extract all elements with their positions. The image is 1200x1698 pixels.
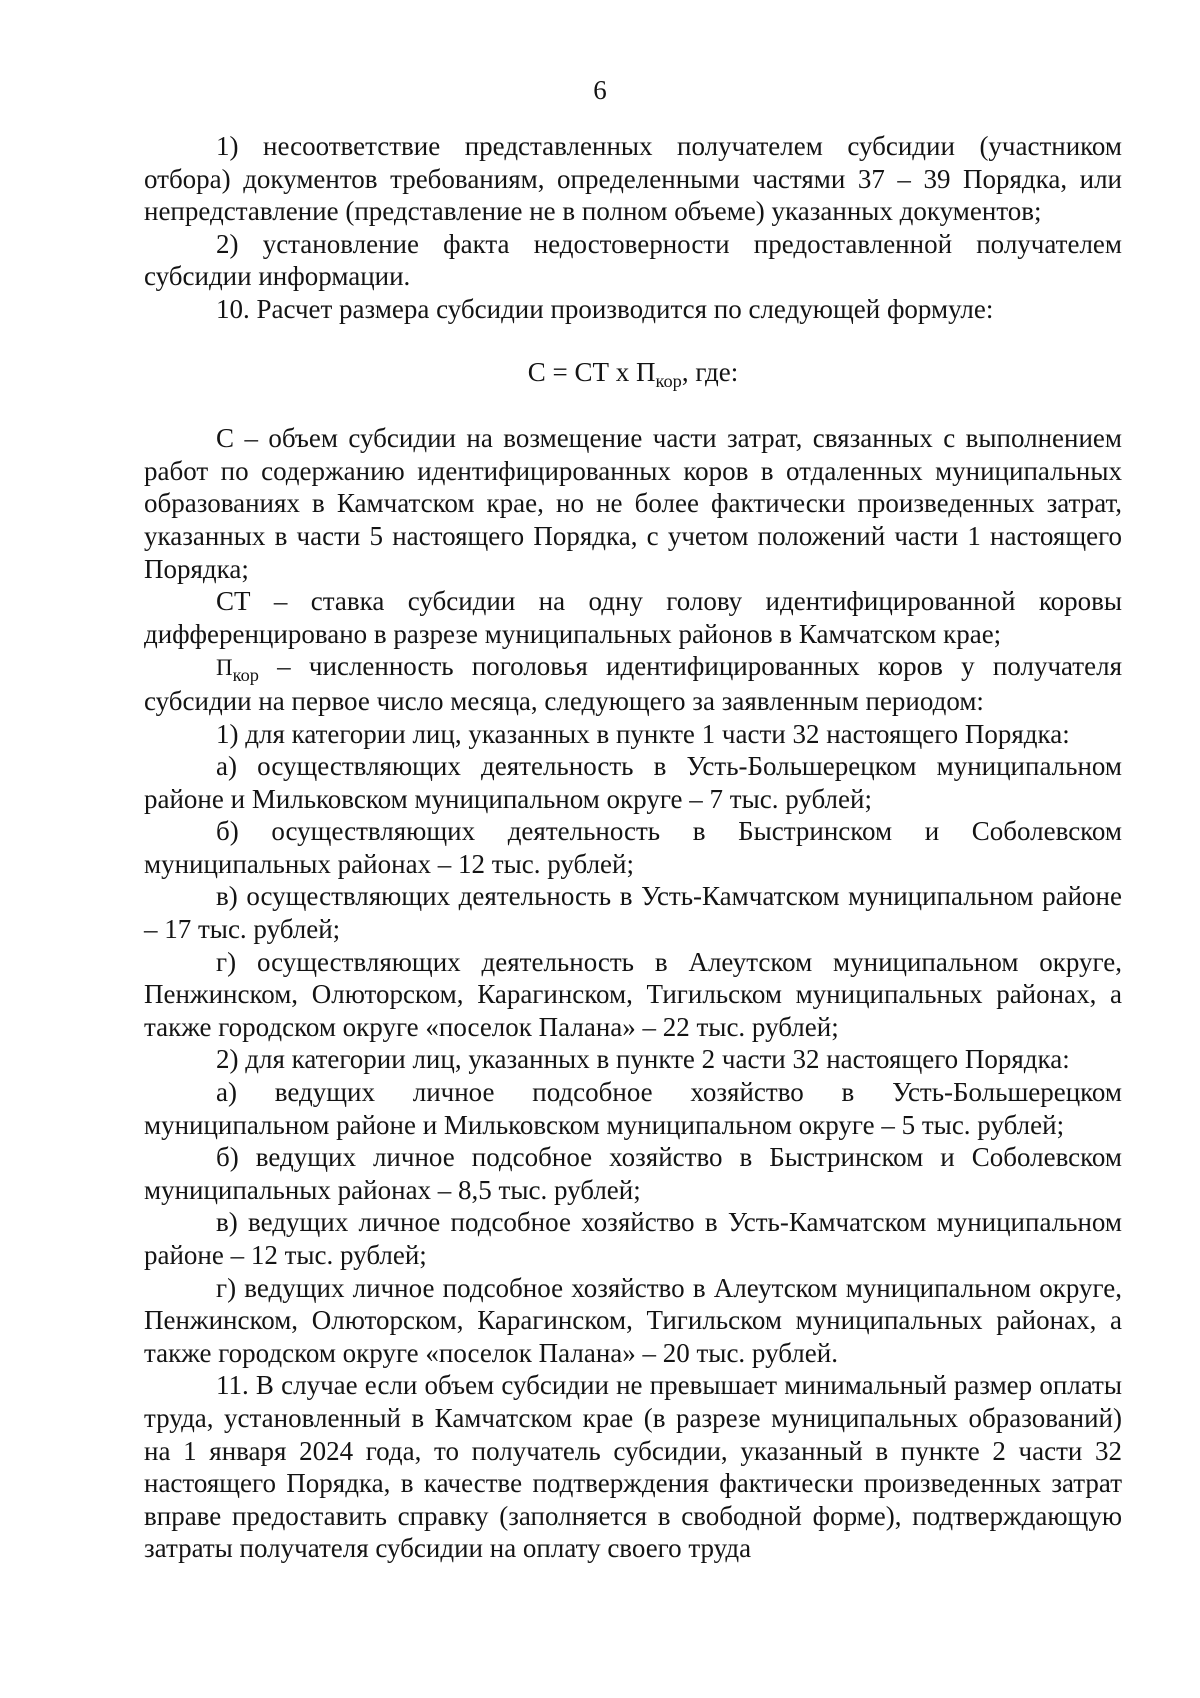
category-1-item-g: г) осуществляющих деятельность в Алеутском муниципальном округе, Пенжинском, Олюторском, Карагинском, Тигильском муниципальных районах, а также городском округе «поселок Палана» – 22 тыс. рублей; bbox=[144, 946, 1122, 1042]
paragraph-item-1: 1) несоответствие представленных получателем субсидии (участником отбора) документов требованиям, определенными частями 37 – 39 Порядка, или непредставление (представление не в полном объеме) указанных документов; bbox=[144, 131, 1122, 227]
category-1-item-a: а) осуществляющих деятельность в Усть-Большерецком муниципальном районе и Мильковском муниципальном округе – 7 тыс. рублей; bbox=[144, 751, 1122, 814]
category-1-item-v: в) осуществляющих деятельность в Усть-Камчатском муниципальном районе – 17 тыс. рублей; bbox=[144, 881, 1122, 945]
formula-main: С = СТ х П bbox=[527, 356, 656, 387]
definition-st: СТ – ставка субсидии на одну голову идентифицированной коровы дифференцировано в разрезе муниципальных районов в Камчатском крае; bbox=[144, 586, 1122, 649]
document-body bbox=[144, 130, 1122, 1565]
category-2-item-v: в) ведущих личное подсобное хозяйство в Усть-Камчатском муниципальном районе – 12 тыс. рублей; bbox=[144, 1207, 1122, 1270]
paragraph-section-11: 11. В случае если объем субсидии не превышает минимальный размер оплаты труда, установленный в Камчатском крае (в разрезе муниципальных образований) на 1 января 2024 года, то получатель субсидии, указанный в пункте 2 части 32 настоящего Порядка, в качестве подтверждения фактически произведенных затрат вправе предоставить справку (заполняется в свободной форме), подтверждающую затраты получателя субсидии на оплату своего труда bbox=[144, 1370, 1122, 1564]
page-number: 6 bbox=[593, 75, 607, 105]
formula-tail: , где: bbox=[681, 356, 739, 387]
definition-p-text: – численность поголовья идентифицированных коров у получателя субсидии на первое число месяца, следующего за заявленным периодом: bbox=[144, 651, 1122, 716]
definition-c: С – объем субсидии на возмещение части затрат, связанных с выполнением работ по содержанию идентифицированных коров в отдаленных муниципальных образованиях в Камчатском крае, но не более фактически произведенных затрат, указанных в части 5 настоящего Порядка, с учетом положений части 1 настоящего Порядка; bbox=[144, 423, 1122, 584]
definition-p-kor bbox=[144, 650, 1122, 717]
category-2-item-g: г) ведущих личное подсобное хозяйство в Алеутском муниципальном округе, Пенжинском, Олюторском, Карагинском, Тигильском муниципальных районах, а также городском округе «поселок Палана» – 20 тыс. рублей. bbox=[144, 1272, 1122, 1368]
category-1-heading: 1) для категории лиц, указанных в пункте 1 части 32 настоящего Порядка: bbox=[216, 718, 1070, 749]
category-2-item-b: б) ведущих личное подсобное хозяйство в Быстринском и Соболевском муниципальных районах – 8,5 тыс. рублей; bbox=[144, 1142, 1122, 1205]
definition-p-subscript: кор bbox=[232, 665, 259, 686]
category-2-heading: 2) для категории лиц, указанных в пункте 2 части 32 настоящего Порядка: bbox=[216, 1044, 1070, 1075]
definition-p-symbol: П bbox=[216, 655, 233, 681]
formula-subscript: кор bbox=[655, 370, 682, 391]
paragraph-item-2: 2) установление факта недостоверности предоставленной получателем субсидии информации. bbox=[144, 228, 1122, 292]
category-2-item-a: а) ведущих личное подсобное хозяйство в Усть-Большерецком муниципальном районе и Мильковском муниципальном округе – 5 тыс. рублей; bbox=[144, 1077, 1122, 1140]
category-1-item-b: б) осуществляющих деятельность в Быстринском и Соболевском муниципальных районах – 12 тыс. рублей; bbox=[144, 816, 1122, 879]
subsidy-formula bbox=[144, 356, 1122, 389]
paragraph-section-10: 10. Расчет размера субсидии производится по следующей формуле: bbox=[216, 293, 994, 324]
